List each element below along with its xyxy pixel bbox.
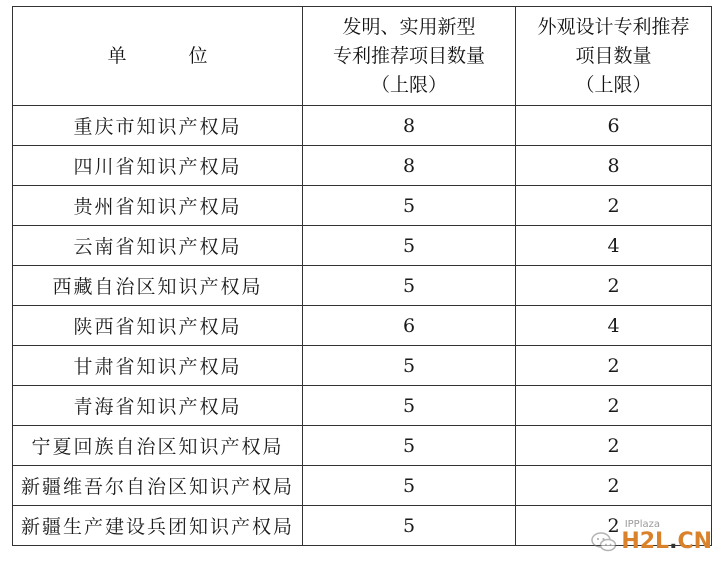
- table-header-row: [13, 7, 712, 106]
- header-design-line-1: 外观设计专利推荐: [537, 15, 690, 38]
- cell-invention: 8: [303, 106, 516, 146]
- cell-unit: 宁夏回族自治区知识产权局: [13, 426, 303, 466]
- cell-design: 2: [516, 386, 712, 426]
- cell-design: 2: [516, 346, 712, 386]
- cell-unit: 重庆市知识产权局: [13, 106, 303, 146]
- header-unit: 单 位: [13, 7, 303, 106]
- cell-design: 2: [516, 466, 712, 506]
- table-row: [13, 386, 712, 426]
- cell-unit: 四川省知识产权局: [13, 146, 303, 186]
- header-design-quota: [516, 7, 712, 106]
- header-invention-line-1: 发明、实用新型: [342, 15, 476, 38]
- cell-invention: 5: [303, 266, 516, 306]
- table-row: [13, 226, 712, 266]
- cell-design: 4: [516, 306, 712, 346]
- cell-design: 2: [516, 426, 712, 466]
- table-row: [13, 346, 712, 386]
- header-invention-line-3: （上限）: [370, 73, 447, 96]
- quota-table-container: [12, 6, 711, 546]
- cell-design: 2: [516, 506, 712, 546]
- table-row: [13, 146, 712, 186]
- cell-unit: 青海省知识产权局: [13, 386, 303, 426]
- wechat-icon: [591, 532, 617, 552]
- header-invention-quota: [303, 7, 516, 106]
- cell-invention: 8: [303, 146, 516, 186]
- watermark-brand-dot: .: [669, 529, 678, 554]
- watermark: [591, 529, 712, 554]
- cell-invention: 5: [303, 186, 516, 226]
- cell-design: 2: [516, 266, 712, 306]
- cell-unit: 贵州省知识产权局: [13, 186, 303, 226]
- cell-invention: 5: [303, 226, 516, 266]
- watermark-brand: [621, 529, 712, 554]
- table-row: [13, 426, 712, 466]
- cell-design: 8: [516, 146, 712, 186]
- quota-table: [12, 6, 712, 546]
- cell-invention: 6: [303, 306, 516, 346]
- cell-invention: 5: [303, 426, 516, 466]
- table-row: [13, 186, 712, 226]
- cell-invention: 5: [303, 346, 516, 386]
- header-design-line-2: 项目数量: [575, 44, 652, 67]
- cell-unit: 云南省知识产权局: [13, 226, 303, 266]
- cell-unit: 西藏自治区知识产权局: [13, 266, 303, 306]
- cell-invention: 5: [303, 506, 516, 546]
- cell-design: 2: [516, 186, 712, 226]
- table-row: [13, 306, 712, 346]
- cell-design: 4: [516, 226, 712, 266]
- cell-unit: 新疆生产建设兵团知识产权局: [13, 506, 303, 546]
- table-row: [13, 466, 712, 506]
- table-row: [13, 266, 712, 306]
- table-row: [13, 106, 712, 146]
- header-design-line-3: （上限）: [575, 73, 652, 96]
- cell-unit: 甘肃省知识产权局: [13, 346, 303, 386]
- cell-unit: 陕西省知识产权局: [13, 306, 303, 346]
- cell-unit: 新疆维吾尔自治区知识产权局: [13, 466, 303, 506]
- cell-invention: 5: [303, 386, 516, 426]
- header-invention-line-2: 专利推荐项目数量: [332, 44, 485, 67]
- watermark-small-text: IPPlaza: [624, 519, 660, 530]
- cell-invention: 5: [303, 466, 516, 506]
- cell-design: 6: [516, 106, 712, 146]
- table-body: [13, 106, 712, 546]
- watermark-brand-tld: CN: [677, 529, 712, 554]
- watermark-brand-main: H2L: [621, 529, 670, 554]
